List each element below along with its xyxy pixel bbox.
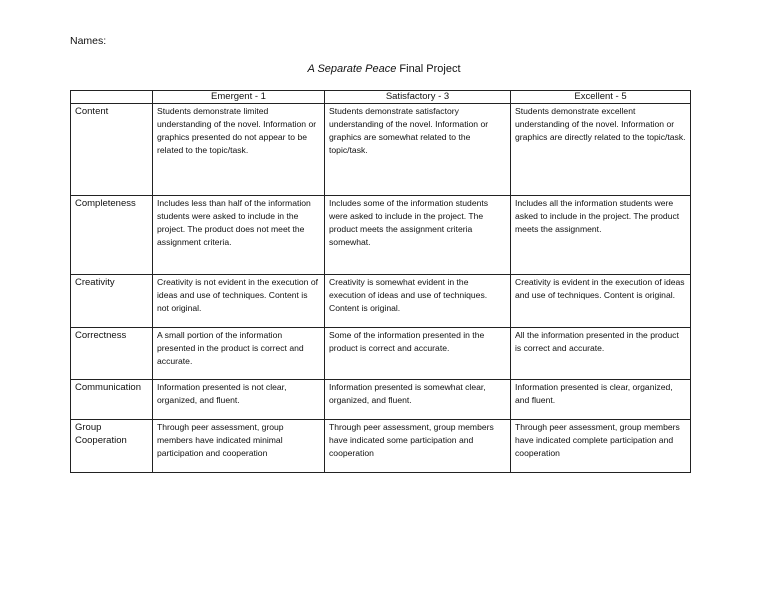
criterion-cell: Group Cooperation (71, 420, 153, 473)
table-cell: Creativity is not evident in the execution of ideas and use of techniques. Content is not original. (153, 275, 325, 328)
table-row (71, 420, 691, 473)
table-row (71, 104, 691, 196)
table-row (71, 275, 691, 328)
table-cell: Information presented is somewhat clear, organized, and fluent. (325, 380, 511, 420)
table-cell: Creativity is evident in the execution of ideas and use of techniques. Content is original. (511, 275, 691, 328)
table-cell: Information presented is clear, organized, and fluent. (511, 380, 691, 420)
table-cell: Creativity is somewhat evident in the execution of ideas and use of techniques. Content is original. (325, 275, 511, 328)
header-cell-satisfactory: Satisfactory - 3 (325, 91, 511, 104)
criterion-cell: Completeness (71, 196, 153, 275)
table-cell: Information presented is not clear, organized, and fluent. (153, 380, 325, 420)
title-italic: A Separate Peace (307, 63, 397, 75)
table-cell: Students demonstrate excellent understanding of the novel. Information or graphics are directly related to the topic/task. (511, 104, 691, 196)
names-label: Names: (70, 35, 107, 47)
criterion-cell: Correctness (71, 328, 153, 380)
table-cell: All the information presented in the product is correct and accurate. (511, 328, 691, 380)
table-cell: Includes less than half of the information students were asked to include in the project. The product does not meet the assignment criteria. (153, 196, 325, 275)
table-cell: A small portion of the information presented in the product is correct and accurate. (153, 328, 325, 380)
document-title (0, 63, 768, 75)
table-cell: Through peer assessment, group members have indicated minimal participation and cooperation (153, 420, 325, 473)
header-cell-excellent: Excellent - 5 (511, 91, 691, 104)
criterion-cell: Content (71, 104, 153, 196)
table-row (71, 380, 691, 420)
table-cell: Students demonstrate satisfactory understanding of the novel. Information or graphics are somewhat related to the topic/task. (325, 104, 511, 196)
table-cell: Students demonstrate limited understanding of the novel. Information or graphics presented do not appear to be related to the topic/task. (153, 104, 325, 196)
header-row (71, 91, 691, 104)
table-cell: Some of the information presented in the product is correct and accurate. (325, 328, 511, 380)
table-row (71, 328, 691, 380)
table-cell: Includes some of the information students were asked to include in the project. The product meets the assignment criteria somewhat. (325, 196, 511, 275)
rubric-table (70, 90, 691, 473)
header-cell-blank (71, 91, 153, 104)
header-cell-emergent: Emergent - 1 (153, 91, 325, 104)
table-cell: Includes all the information students were asked to include in the project. The product meets the assignment. (511, 196, 691, 275)
table-cell: Through peer assessment, group members have indicated complete participation and cooperation (511, 420, 691, 473)
title-rest: Final Project (396, 63, 461, 75)
table-cell: Through peer assessment, group members have indicated some participation and cooperation (325, 420, 511, 473)
table-row (71, 196, 691, 275)
criterion-cell: Communication (71, 380, 153, 420)
criterion-cell: Creativity (71, 275, 153, 328)
